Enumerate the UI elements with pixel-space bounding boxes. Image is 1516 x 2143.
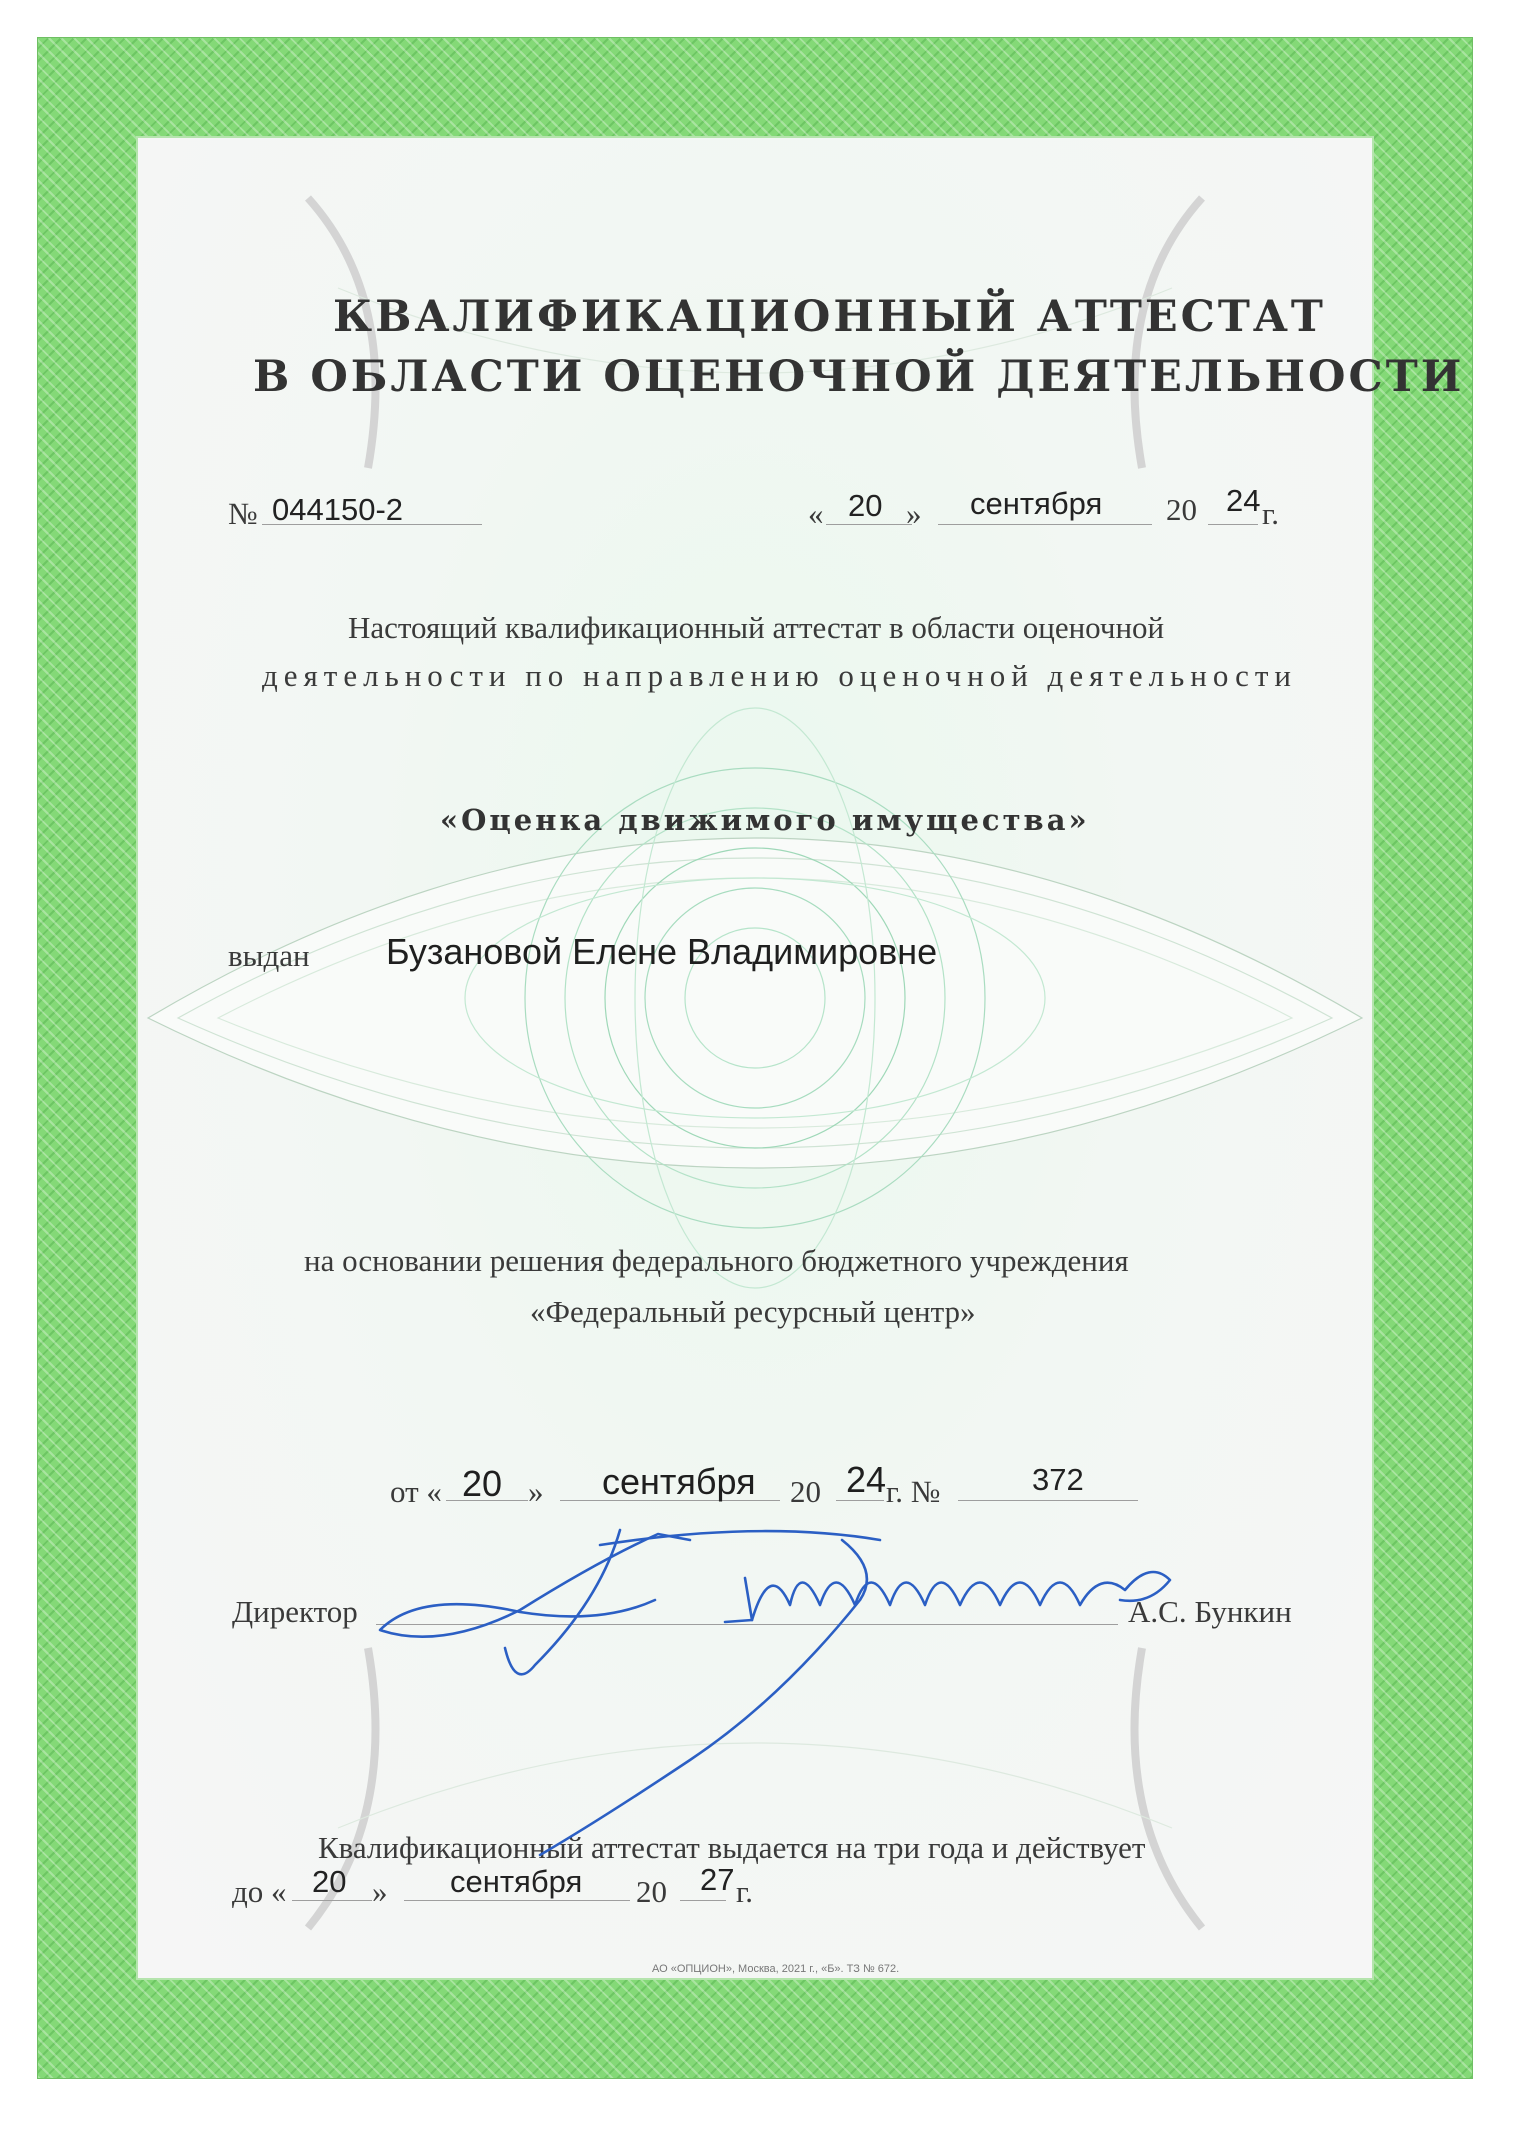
director-signature-line (376, 1624, 1118, 1625)
guilloche-background (138, 138, 1372, 1978)
valid-until-prefix: до « (232, 1874, 287, 1909)
title-line-1: КВАЛИФИКАЦИОННЫЙ АТТЕСТАТ (333, 292, 1326, 342)
certificate-number: 044150-2 (272, 492, 404, 527)
decision-number-underline (958, 1500, 1138, 1501)
date-century: 20 (1166, 492, 1197, 527)
director-name: А.С. Бункин (1128, 1594, 1292, 1629)
valid-day-underline (292, 1900, 372, 1901)
date-quote-close: » (906, 496, 922, 531)
valid-day: 20 (312, 1864, 347, 1899)
date-day-underline (826, 524, 912, 525)
issued-label: выдан (228, 938, 310, 973)
validity-line: Квалификационный аттестат выдается на три года и действует (318, 1830, 1146, 1865)
valid-month: сентября (450, 1864, 583, 1899)
direction-of-activity: «Оценка движимого имущества» (440, 803, 1090, 837)
valid-year-suffix: г. (736, 1874, 753, 1909)
decision-number: 372 (1032, 1462, 1084, 1497)
valid-quote-close: » (372, 1874, 388, 1909)
number-prefix: № (228, 496, 258, 531)
valid-century: 20 (636, 1874, 667, 1909)
date-month-underline (938, 524, 1152, 525)
decision-month: сентября (602, 1461, 756, 1502)
intro-line-2: деятельности по направлению оценочной деятельности (262, 658, 1298, 693)
certificate-field (138, 138, 1372, 1978)
valid-year: 27 (700, 1862, 735, 1897)
certificate-border (38, 38, 1472, 2078)
director-label: Директор (232, 1594, 358, 1629)
holder-name: Бузановой Елене Владимировне (386, 931, 938, 972)
date-day: 20 (848, 488, 883, 523)
basis-line-2: «Федеральный ресурсный центр» (530, 1294, 976, 1329)
basis-line-1: на основании решения федерального бюджетного учреждения (304, 1243, 1129, 1278)
intro-line-1: Настоящий квалификационный аттестат в области оценочной (348, 610, 1165, 645)
decision-quote-close: » (528, 1474, 544, 1509)
date-year-underline (1208, 524, 1258, 525)
decision-year-underline (836, 1500, 884, 1501)
decision-year-suffix: г. № (886, 1474, 941, 1509)
decision-century: 20 (790, 1474, 821, 1509)
decision-from-prefix: от « (390, 1474, 442, 1509)
date-year: 24 (1226, 483, 1261, 518)
decision-year: 24 (846, 1459, 887, 1500)
date-quote-open: « (808, 496, 824, 531)
date-year-suffix: г. (1262, 496, 1279, 531)
date-month: сентября (970, 486, 1103, 521)
valid-month-underline (404, 1900, 630, 1901)
decision-day: 20 (462, 1463, 503, 1504)
valid-year-underline (680, 1900, 726, 1901)
title-line-2: В ОБЛАСТИ ОЦЕНОЧНОЙ ДЕЯТЕЛЬНОСТИ (253, 352, 1465, 402)
printer-imprint: АО «ОПЦИОН», Москва, 2021 г., «Б». ТЗ № 672. (652, 1963, 900, 1975)
